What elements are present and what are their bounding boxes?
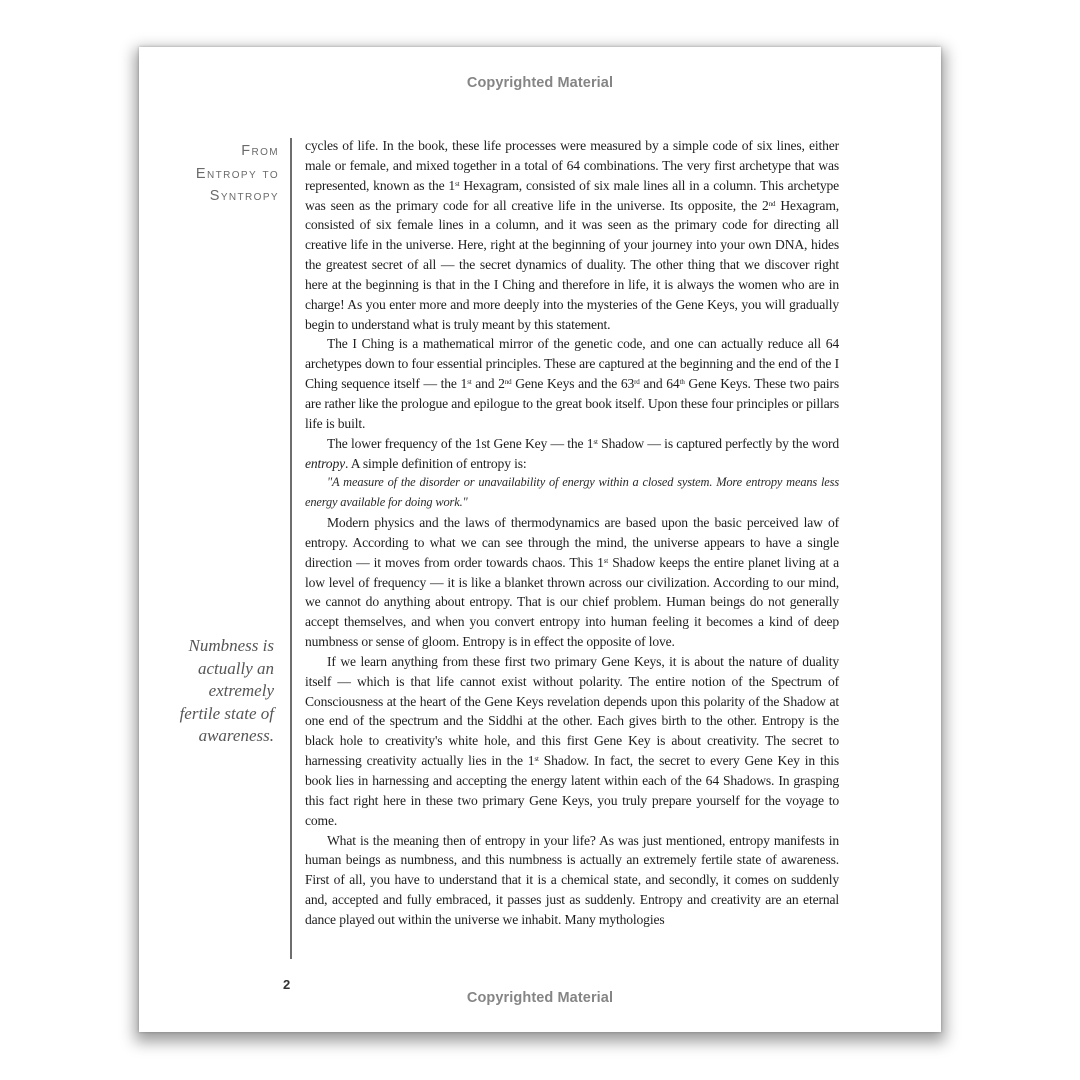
ordinal-suffix: st <box>467 378 472 387</box>
ordinal-suffix: rd <box>634 378 640 387</box>
text-run: and 64 <box>639 376 680 392</box>
paragraph <box>305 136 839 334</box>
book-page <box>139 47 941 1032</box>
paragraph <box>305 652 839 831</box>
text-run: Hexagram, consisted of six female lines in a column, and it was seen as the primary code for directing all creative life in the universe. Here, right at the beginning of your journey into your own DNA, hides the greatest secret of all — the secret dynamics of duality. The other thing that we discover right here at the beginning is that in the I Ching and therefore in life, it is always the women who are in charge! As you enter more and more deeply into the mysteries of the Gene Keys, you will gradually begin to understand what is truly meant by this statement. <box>305 197 839 332</box>
pull-quote-line: fertile state of <box>179 703 274 723</box>
paragraph <box>305 434 839 474</box>
chapter-title <box>139 140 279 208</box>
chapter-title-line: Syntropy <box>209 188 279 204</box>
footer-copyright-watermark: Copyrighted Material <box>466 990 614 1006</box>
ordinal-suffix: st <box>455 179 460 188</box>
ordinal-suffix: nd <box>504 378 512 387</box>
text-run: and 2 <box>471 376 505 392</box>
paragraph <box>305 334 839 433</box>
pull-quote-line: Numbness is <box>188 636 274 655</box>
text-run: Gene Keys. These two pairs are rather like the prologue and epilogue to the great book itself. Upon these four principles or pillars life is built. <box>305 376 840 431</box>
chapter-title-line: From <box>241 143 279 159</box>
pull-quote-line: actually an <box>197 658 274 678</box>
text-run: Hexagram, consisted of six male lines all in a column. This archetype was seen as the primary code for all creative life in the universe. Its opposite, the 2 <box>305 177 839 213</box>
text-run: Modern physics and the laws of thermodynamics are based upon the basic perceived law of entropy. According to what we can see through the mind, the universe appears to have a single direction — it moves from order towards chaos. This 1 <box>305 515 839 570</box>
body-text-column <box>305 136 839 930</box>
text-run: Shadow — is captured perfectly by the word <box>597 435 840 451</box>
ordinal-suffix: th <box>679 378 685 387</box>
paragraph: What is the meaning then of entropy in your life? As was just mentioned, entropy manifests in human beings as numbness, and this numbness is actually an extremely fertile state of awareness. First of all, you have to understand that it is a chemical state, and secondly, it comes on suddenly and, accepted and fully embraced, it passes just as suddenly. Entropy and creativity are an eternal dance played out within the universe we inhabit. Many mythologies <box>305 832 839 927</box>
header-copyright-watermark: Copyrighted Material <box>466 75 614 91</box>
text-run: Gene Keys and the 63 <box>511 376 635 392</box>
ordinal-suffix: st <box>593 437 598 446</box>
text-run: . A simple definition of entropy is: <box>344 455 527 471</box>
margin-pull-quote <box>139 635 274 748</box>
text-run: Shadow keeps the entire planet living at a low level of frequency — it is like a blanket thrown across our civilization. According to our mind, we cannot do anything about entropy. That is our chief problem. Human beings do not generally accept themselves, and when you convert entropy into human feeling it becomes a kind of deep numbness or sense of gloom. Entropy is in effect the opposite of love. <box>305 554 839 650</box>
pull-quote-line: awareness. <box>198 726 274 745</box>
text-run: The lower frequency of the 1st Gene Key — the 1 <box>327 435 594 451</box>
text-run: cycles of life. In the book, these life processes were measured by a simple code of six lines, either male or female, and mixed together in a total of 64 combinations. The very first archetype that was represented, known as the 1 <box>305 138 839 193</box>
text-run: The I Ching is a mathematical mirror of the genetic code, and one can actually reduce all 64 archetypes down to four essential principles. These are captured at the beginning and the end of the I Ching sequence itself — the 1 <box>305 336 839 392</box>
paragraph <box>305 513 839 652</box>
emphasized-term: entropy <box>305 455 345 471</box>
ordinal-suffix: st <box>534 755 539 764</box>
ordinal-suffix: st <box>603 556 609 565</box>
definition-quote: "A measure of the disorder or unavailability of energy within a closed system. More entropy means less energy available for doing work." <box>305 475 839 510</box>
margin-divider-rule <box>290 138 292 959</box>
pull-quote-line: extremely <box>208 681 274 700</box>
text-run: Shadow. In fact, the secret to every Gene Key in this book lies in harnessing and accepting the energy latent within each of the 64 Shadows. In grasping this fact right here in these two primary Gene Keys, you truly prepare yourself for the voyage to come. <box>305 753 839 828</box>
text-run: If we learn anything from these first two primary Gene Keys, it is about the nature of duality itself — which is that life cannot exist without polarity. The entire notion of the Spectrum of Consciousness at the heart of the Gene Keys revelation depends upon this polarity of the Shadow at one end of the spectrum and the Siddhi at the other. Each gives birth to the other. Entropy is the black hole to creativity's white hole, and this first Gene Key is about creativity. The secret to harnessing creativity actually lies in the 1 <box>305 653 839 769</box>
ordinal-suffix: nd <box>768 199 776 208</box>
chapter-title-line: Entropy to <box>195 165 279 182</box>
page-number: 2 <box>283 977 291 992</box>
